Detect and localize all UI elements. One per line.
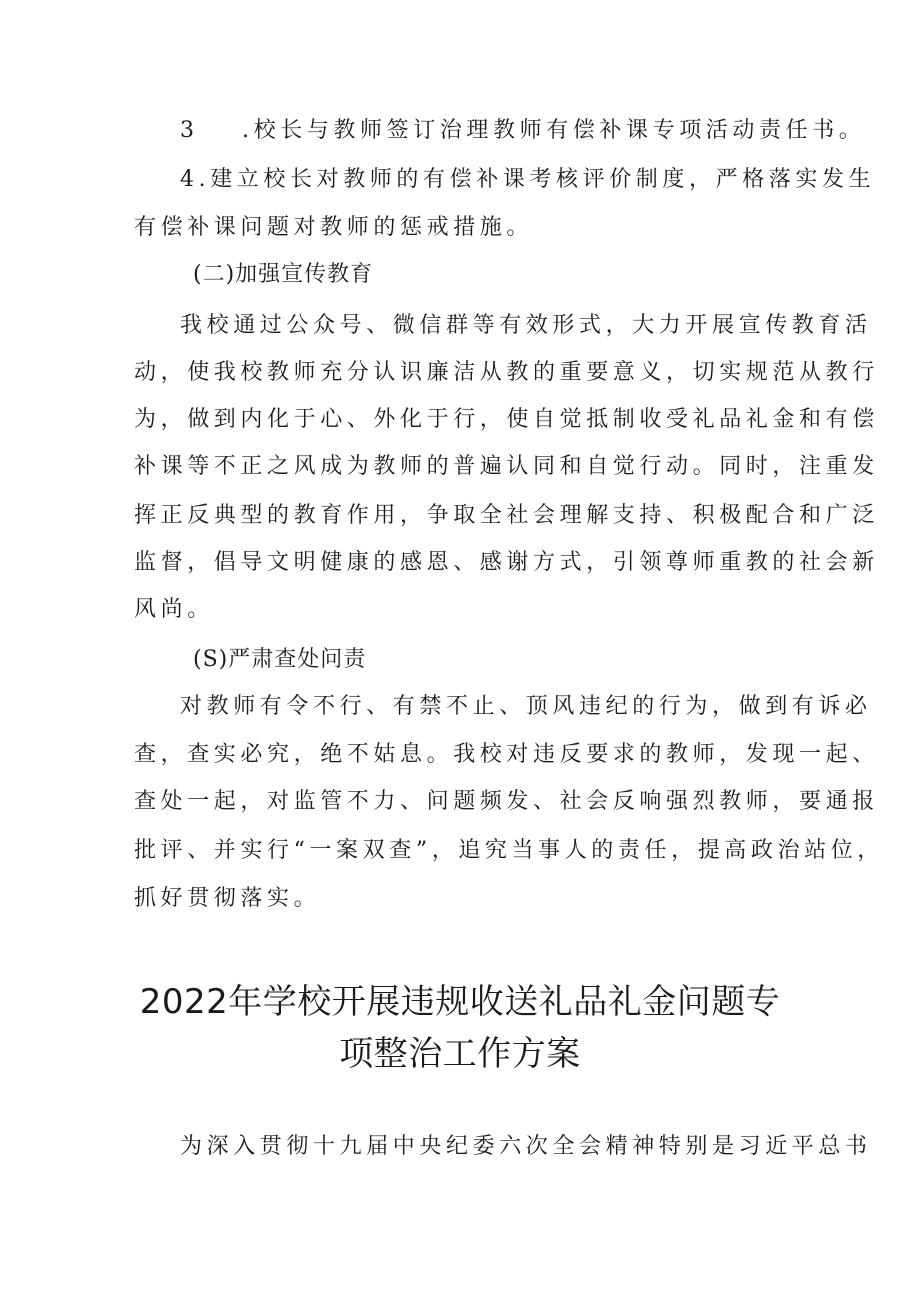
item-4-line-1: 4.建立校长对教师的有偿补课考核评价制度，严格落实发生 <box>180 167 876 192</box>
section-2-heading: (二)加强宣传教育 <box>193 262 374 287</box>
section-3-paragraph-line: 抓好贯彻落实。 <box>134 886 321 911</box>
item-3-number: 3 <box>180 118 199 143</box>
item-3-text: .校长与教师签订治理教师有偿补课专项活动责任书。 <box>242 118 866 143</box>
document-title-line-1: 2022年学校开展违规收送礼品礼金问题专 <box>139 982 781 1022</box>
section-2-paragraph-line: 为，做到内化于心、外化于行，使自觉抵制收受礼品礼金和有偿 <box>134 407 879 432</box>
section-3-paragraph-line: 查处一起，对监管不力、问题频发、社会反响强烈教师，要通报 <box>134 789 879 814</box>
section-2-paragraph-line: 补课等不正之风成为教师的普遍认同和自觉行动。同时，注重发 <box>134 454 879 479</box>
section-3-paragraph-line: 查，查实必究，绝不姑息。我校对违反要求的教师，发现一起、 <box>134 742 879 767</box>
section-3-heading: (S)严肃查处问责 <box>193 647 367 672</box>
section-2-paragraph-line: 我校通过公众号、微信群等有效形式，大力开展宣传教育活 <box>180 313 872 338</box>
item-4-line-2: 有偿补课问题对教师的惩戒措施。 <box>134 215 534 240</box>
section-2-paragraph-line: 挥正反典型的教育作用，争取全社会理解支持、积极配合和广泛 <box>134 503 879 528</box>
document-title-line-2: 项整治工作方案 <box>339 1034 581 1074</box>
section-2-paragraph-line: 监督，倡导文明健康的感恩、感谢方式，引领尊师重教的社会新 <box>134 550 879 575</box>
section-3-paragraph-line: 批评、并实行“一案双查”，追究当事人的责任，提高政治站位， <box>134 838 884 863</box>
section-2-paragraph-line: 风尚。 <box>134 597 214 622</box>
section-2-paragraph-line: 动，使我校教师充分认识廉洁从教的重要意义，切实规范从教行 <box>134 360 879 385</box>
intro-paragraph-line: 为深入贯彻十九届中央纪委六次全会精神特别是习近平总书 <box>180 1134 872 1159</box>
section-3-paragraph-line: 对教师有令不行、有禁不止、顶风违纪的行为，做到有诉必 <box>180 694 872 719</box>
